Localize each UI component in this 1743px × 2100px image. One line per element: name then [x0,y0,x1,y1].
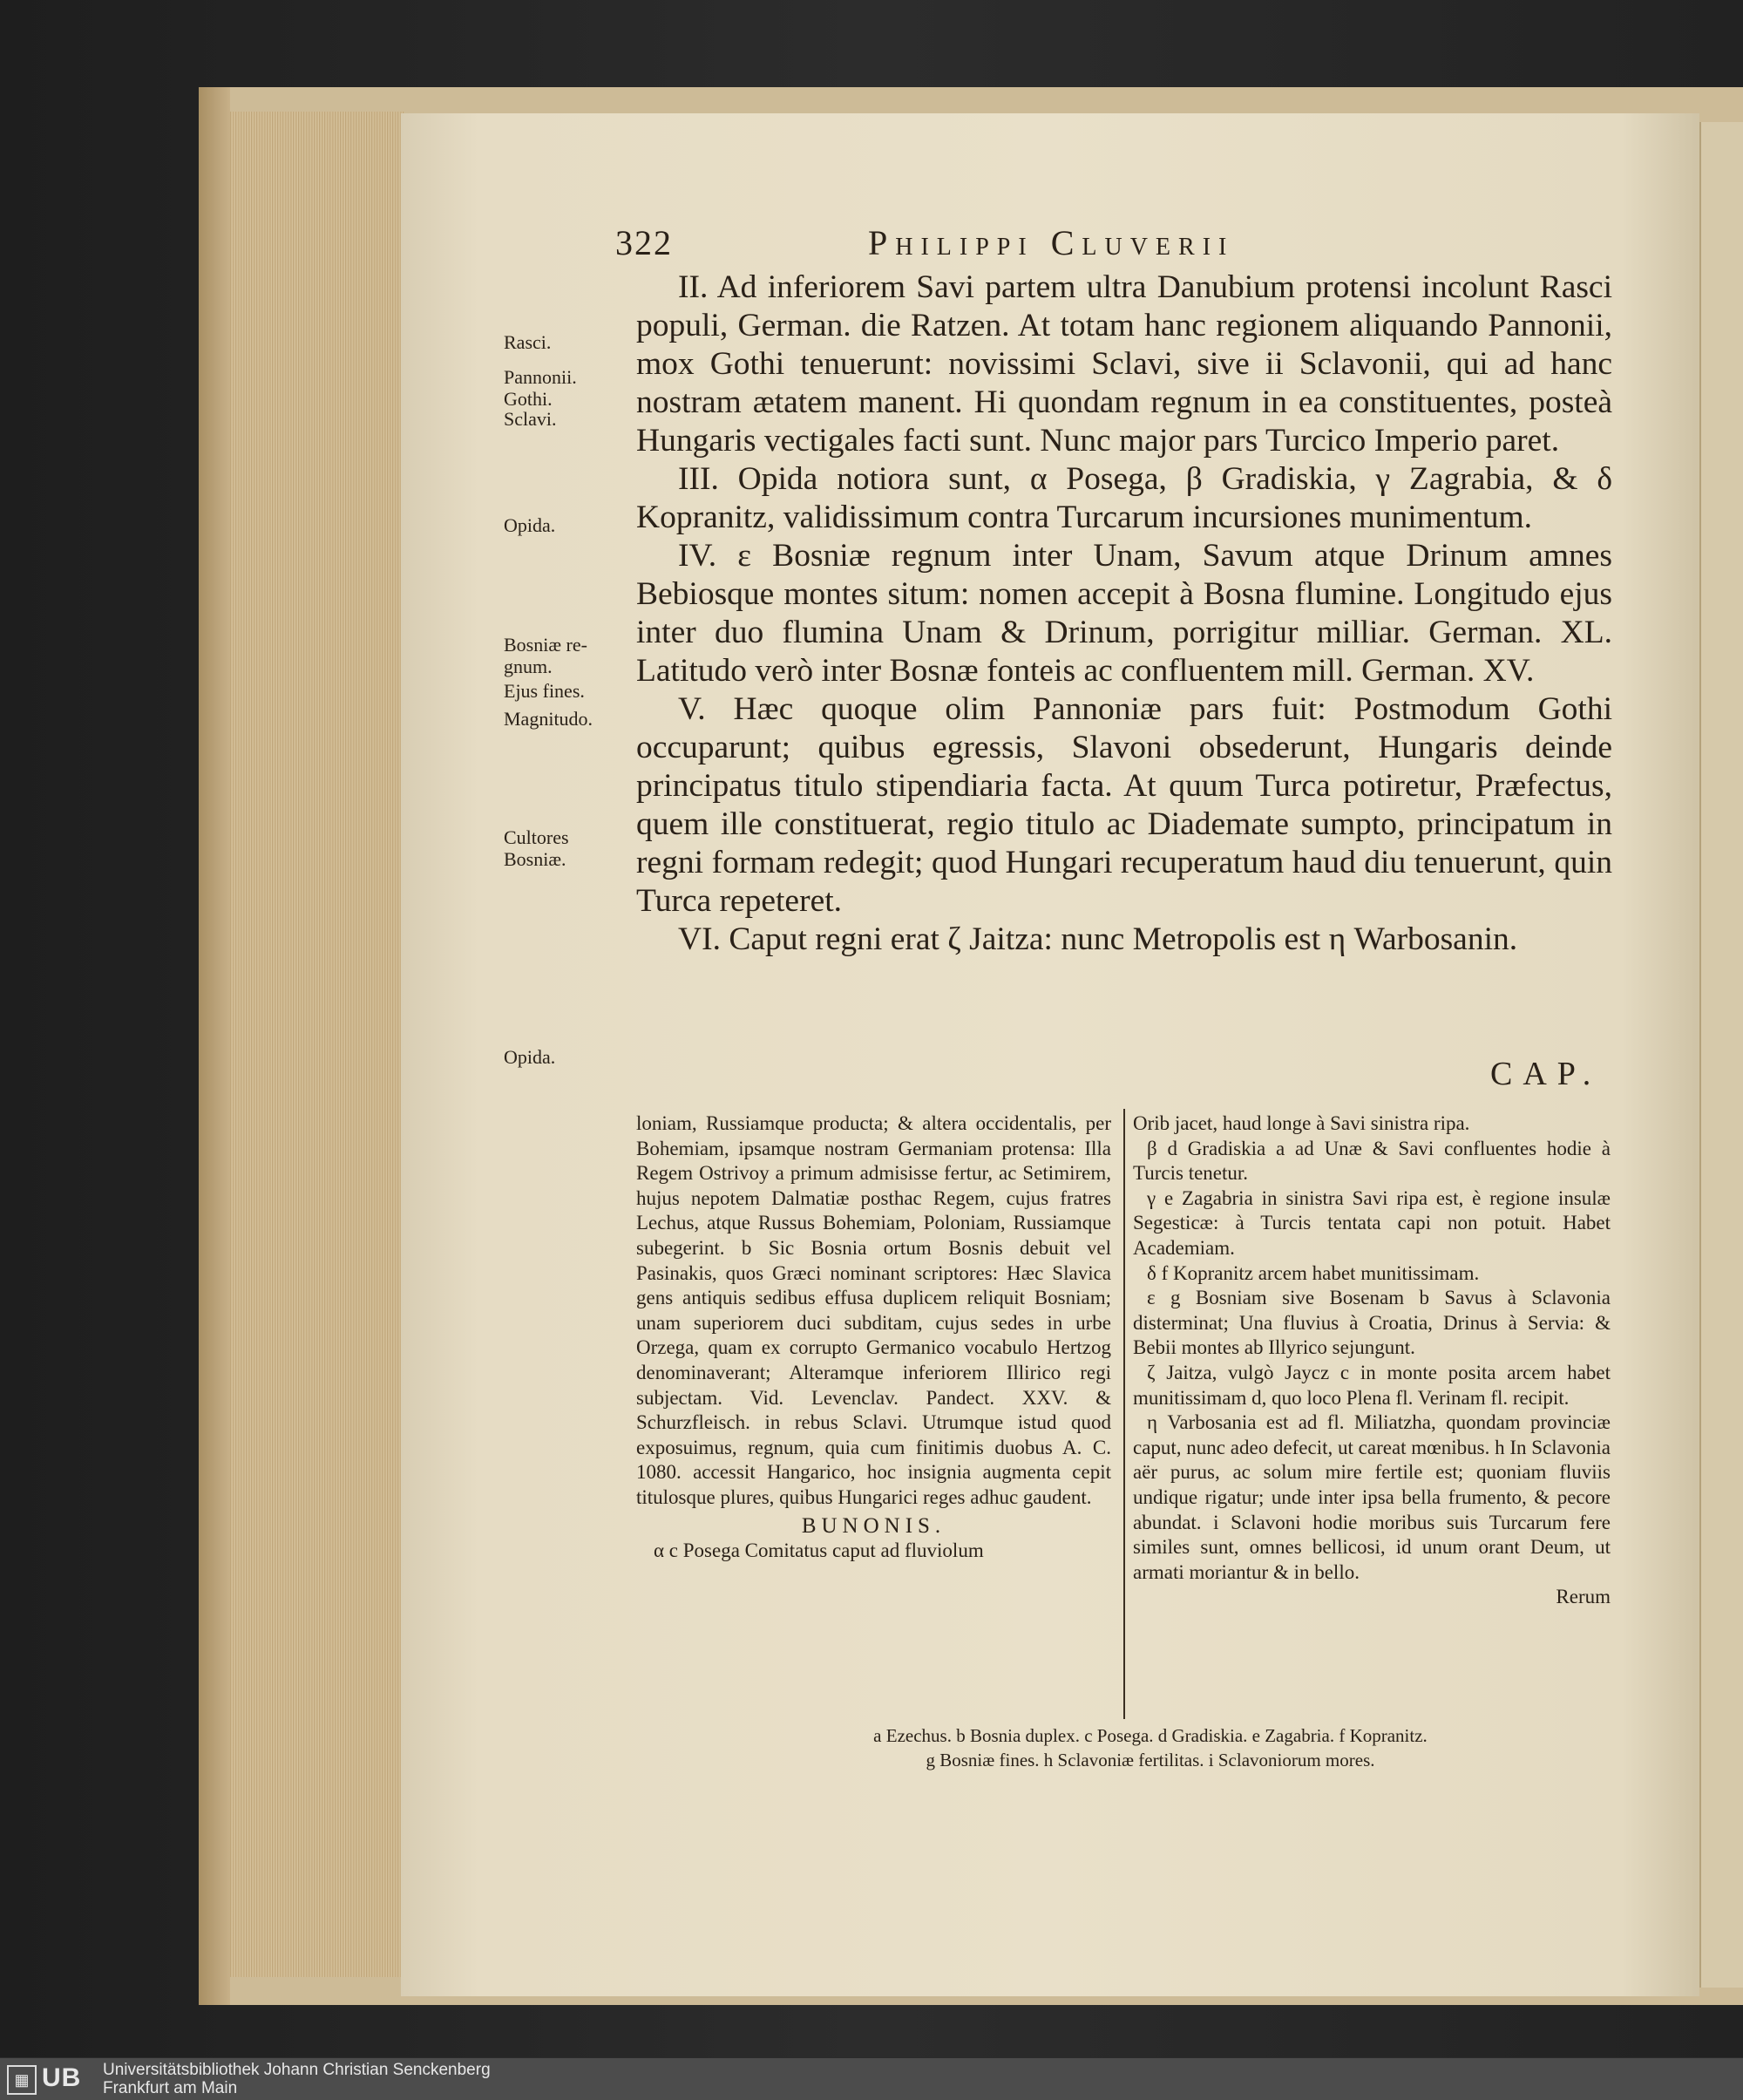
note-text: ζ Jaitza, vulgò Jaycz c in monte posita arcem habet munitissimam d, quo loco Plena fl. Verinam fl. recipit. [1133,1361,1611,1409]
ub-logo-icon: ▦ [7,2065,37,2095]
paragraph: VI. Caput regni erat ζ Jaitza: nunc Metropolis est η Warbosanin. [678,921,1518,957]
note-text: Orib jacet, haud longe à Savi sinistra ripa. [1133,1112,1470,1134]
note-text: η Varbosania est ad fl. Miliatzha, quondam provinciæ caput, nunc adeo defecit, ut careat mœnibus. h In Sclavonia aër purus, ac solum mire fertile est; quoniam fluviis undique rigatur; unde inter ipsa bella frumento, & pecore abundat. i Sclavoni hodie moribus suis Turcarum fere similes sunt, omnes bellicosi, id unum orant Deum, ut armati moriantur & in bello. [1133,1411,1611,1583]
margin-note: Opida. [504,514,556,536]
notes-left-column [636,1111,1111,1564]
note-text: δ f Kopranitz arcem habet munitissimam. [1147,1261,1480,1284]
paragraph: V. Hæc quoque olim Pannoniæ pars fuit: Postmodum Gothi occuparunt; quibus egressis, Slavoni obsederunt, Hungaris deinde principatus titulo stipendiaria facta. At quum Turca potiretur, Præfectus, quem ille constituerat, regio titulo ac Diademate sumpto, principatum in regni formam redegit; quod Hungari recuperatum haud diu tenuerunt, quin Turca repeteret. [636,691,1612,919]
note-heading: BUNONIS. [801,1513,946,1538]
logo-text: UB [42,2063,82,2092]
book-cover-edge [199,87,230,2005]
footnote-index [715,1723,1586,1772]
page-number: 322 [615,223,673,262]
next-page-fragment [1699,122,1743,1988]
footnote-index-line: g Bosniæ fines. h Sclavoniæ fertilitas. i Sclavoniorum mores. [926,1750,1375,1770]
notes-right-column [1133,1111,1611,1610]
note-text: ε g Bosniam sive Bosenam b Savus à Sclavonia disterminat; Una fluvius à Croatia, Drinus à Servia: & Bebii montes ab Illyrico sejungunt. [1133,1287,1611,1359]
paragraph: II. Ad inferiorem Savi partem ultra Danubium protensi incolunt Rasci populi, German. die Ratzen. At totam hanc regionem aliquando Pannonii, mox Gothi tenuerunt: novissimi Sclavi, sive ii Sclavonii, qui ad hanc nostram ætatem manent. Hi quondam regnum in ea constituentes, posteà Hungaris vectigales facti sunt. Nunc major pars Turcico Imperio paret. [636,269,1612,459]
page-edges [230,112,404,1977]
institution-line: Frankfurt am Main [103,2079,238,2097]
note-catchword: Rerum [1556,1586,1611,1608]
institution-name [103,2061,491,2097]
note-text: α c Posega Comitatus caput ad fluviolum [654,1539,984,1562]
margin-note: Ejus fines. [504,680,585,702]
margin-note: Bosniæ re- gnum. [504,634,587,677]
paragraph: IV. ε Bosniæ regnum inter Unam, Savum atque Drinum amnes Bebiosque montes situm: nomen accepit à Bosna flumine. Longitudo ejus inter duo flumina Unam & Drinum, porrigitur milliar. German. XL. Latitudo verò inter Bosnæ fonteis ac confluentem mill. German. XV. [636,538,1612,689]
margin-note: Magnitudo. [504,708,593,730]
column-rule [1123,1109,1125,1719]
viewer-footer [0,2058,1743,2100]
note-text: β d Gradiskia a ad Unæ & Savi confluentes hodie à Turcis tenetur. [1133,1137,1611,1185]
margin-note: Pannonii. [504,366,577,388]
library-logo[interactable] [7,2065,94,2095]
running-title: Philippi Cluverii [868,223,1235,262]
margin-note: Opida. [504,1046,556,1068]
margin-note: Rasci. [504,331,552,353]
margin-note: Cultores Bosniæ. [504,826,569,870]
institution-line: Universitätsbibliothek Johann Christian Senckenberg [103,2061,491,2079]
main-text [636,268,1612,959]
page-header [615,222,1609,266]
margin-note: Gothi. [504,388,553,410]
paragraph: III. Opida notiora sunt, α Posega, β Gradiskia, γ Zagrabia, & δ Kopranitz, validissimum contra Turcarum incursiones munimentum. [636,461,1612,535]
note-text: γ e Zagabria in sinistra Savi ripa est, è regione insulæ Segesticæ: à Turcis tentata capi non potuit. Habet Academiam. [1133,1186,1611,1259]
catchword-cap: CAP. [1490,1056,1602,1092]
note-text: loniam, Russiamque producta; & altera occidentalis, per Bohemiam, ipsamque nostram Germaniam protensa: Illa Regem Ostrivoy a primum admisisse fertur, ac Setimirem, hujus nepotem Dalmatiæ posthac Regem, cujus fratres Lechus, atque Russus Bohemiam, Poloniam, Russiamque subegerint. b Sic Bosnia ortum Bosnis debuit vel Pasinakis, quos Græci nominant scriptores: Hæc Slavica gens antiquis sedibus effusa duplicem reliquit Bosniam; unam superiorem duci subditam, cujus sedes in urbe Orzega, quam ex corrupto Germanico vocabulo Hertzog denominaverant; Alteramque inferiorem Illirico regi subjectam. Vid. Levenclav. Pandect. XXV. & Schurzfleisch. in rebus Sclavi. Utrumque istud quod exposuimus, regnum, quia cum finitimis duobus A. C. 1080. accessit Hangarico, hoc insignia augmenta cepit titulosque plures, quibus Hungarici reges adhuc gaudent. [636,1112,1111,1508]
footnote-index-line: a Ezechus. b Bosnia duplex. c Posega. d Gradiskia. e Zagabria. f Kopranitz. [873,1725,1428,1746]
margin-note: Sclavi. [504,408,557,430]
